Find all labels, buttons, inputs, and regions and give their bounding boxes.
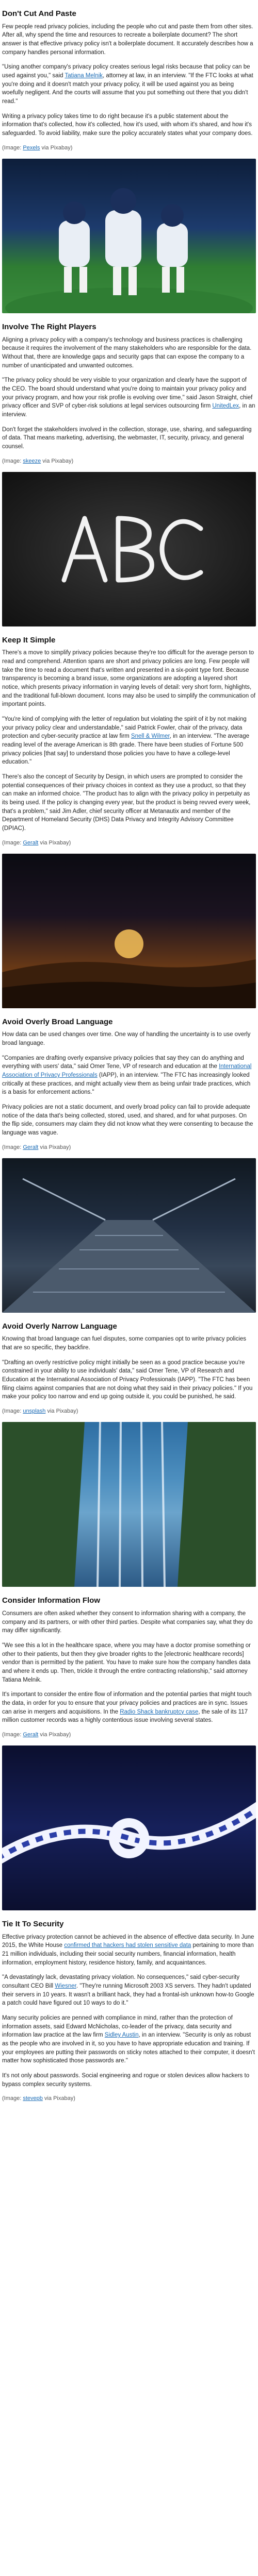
image-credit: (Image: unsplash via Pixabay) — [2, 1408, 78, 1415]
section-involve-the-right-players — [2, 321, 256, 626]
rope-knot-image — [2, 1745, 256, 1910]
section-heading: Consider Information Flow — [2, 1596, 100, 1605]
paragraph: "A devastatingly lack, devastating privacy violation. No consequences," said cyber-security consultant CEO Bill Wiesner. "They're running Microsoft 2003 XS servers. They hadn't updated their servers in 10 years. It wasn't a brilliant hack, they had a frontal-ish unknown how-to Google a patch could have figured out 10 ways to do it." — [2, 1974, 254, 2007]
paragraph: Writing a privacy policy takes time to do right because it's a public statement about the information that's collected, how it's collected, how it's used, with whom it's shared, and how it's safeguarded. To avoid liability, make sure the policy accurately states what your company does. — [2, 113, 253, 137]
section-heading: Tie It To Security — [2, 1919, 64, 1928]
article — [0, 8, 258, 2103]
image-credit: (Image: Pexels via Pixabay) — [2, 144, 73, 151]
section-avoid-overly-broad-language — [2, 1016, 256, 1313]
section-dont-cut-and-paste — [2, 8, 256, 313]
section-avoid-overly-narrow-language — [2, 1321, 256, 1587]
section-heading: Don't Cut And Paste — [2, 9, 76, 18]
paragraph: There's a move to simplify privacy policies because they're too difficult for the average person to read and comprehend. Attention spans are short and privacy policies are long. Few people will take the time to read a document that's written and presented in a six-point type font. Because transparency is becoming a brand issue, some organizations are adopting a layered short notice, which presents privacy information in varying levels of detail: very short form, highlights, and the traditional full-blown document. Icons may also be used to simplify the communication of important points. — [2, 650, 255, 708]
paragraph: Aligning a privacy policy with a company's technology and business practices is challenging because it requires the involvement of the many stakeholders who are responsible for the data. Without that, there are knowledge gaps and security gaps that can expose the company to a number of unanticipated and unwanted outcomes. — [2, 336, 252, 369]
paragraph: Few people read privacy policies, including the people who cut and paste them from other sites. After all, why spend the time and resources to recreate a boilerplate document? The short answer is that effective privacy policy isn't a boilerplate document. It accurately describes how a company handles personal information. — [2, 23, 253, 56]
section-tie-it-to-security — [2, 1919, 256, 2103]
link-sidley-austin[interactable]: Sidley Austin — [104, 2032, 139, 2039]
paragraph: "Drafting an overly restrictive policy might initially be seen as a good practice because you're constrained in your ability to use individuals' data," said Omer Tene, VP of Research and Education at the International Association of Privacy Professionals (IAPP). "The FTC has been filing claims against companies that are not doing what they said in their privacy policies." If you make your policy too narrow and end up going outside it, you could be punished, he said. — [2, 1359, 253, 1400]
section-keep-it-simple — [2, 635, 256, 1008]
section-heading: Avoid Overly Narrow Language — [2, 1321, 117, 1331]
link-tatiana-melnik[interactable]: Tatiana Melnik — [64, 73, 103, 79]
football-players-image — [2, 159, 256, 313]
paragraph: "You're kind of complying with the letter of regulation but violating the spirit of it by not making your privacy policy clear and understandable," said Patrick Fowler, chair of the privacy, data protection and cyber-security practice at law firm Snell & Wilmer, in an interview. "The average reading level of the average American is 8th grade. There have been studies of Fortune 500 privacy policies [that say] to understand those policies you have to have a college-level education." — [2, 716, 249, 766]
paragraph: Privacy policies are not a static document, and overly broad policy can fail to provide adequate notice of the data that's being collected, stored, used, and shared, and for what purposes. On the flip side, consumers may claim they did not know what they were consenting to because the language was vague. — [2, 1104, 253, 1137]
paragraph: Many security policies are penned with compliance in mind, rather than the protection of information assets, said Edward McNicholas, co-leader of the privacy, data security and information law practice at the law firm Sidley Austin, in an interview. "Security is only as robust as the people who are involved in it, so you have to have appropriate education and training. If your employees are putting their passwords on sticky notes attached to their computer, it doesn't matter how sophisticated those passwords are." — [2, 2014, 255, 2064]
image-credit: (Image: Geralt via Pixabay) — [2, 1144, 71, 1150]
paragraph: Effective privacy protection cannot be achieved in the absence of effective data security. In June 2015, the White House confirmed that hackers had stolen sensitive data pertaining to more than 21 million individuals, including their social security numbers, financial information, health information, employment history, residence history, family, and acquaintances. — [2, 1934, 254, 1966]
paragraph: "Companies are drafting overly expansive privacy policies that say they can do anything and everything with users' data," said Omer Tene, VP of research and education at the International Association of Privacy Professionals (IAPP), in an interview. "The FTC has increasingly looked critically at these practices, and might actually view them as being unfair trade practices, which is a basis for enforcement actions." — [2, 1055, 252, 1096]
paragraph: "We see this a lot in the healthcare space, where you may have a doctor promise something or other to their patients, but then they give broader rights to the [electronic healthcare records] vendor than is permitted by the patient. You have to make sure how the company handles data and where it ends up. Then, trickle it through the entire contracting relationship," said attorney Tatiana Melnik. — [2, 1642, 251, 1683]
waterfall-image — [2, 1422, 256, 1587]
link-wiesner[interactable]: Wiesner — [55, 1982, 76, 1989]
paragraph: How data can be used changes over time. One way of handling the uncertainty is to use overly broad language. — [2, 1031, 251, 1047]
paragraph: It's important to consider the entire flow of information and the potential parties that might touch the data, in order for you to ensure that your privacy policies and practices are in sync. Issues can arise in mergers and acquisitions. In the Radio Shack bankruptcy case, the sale of its 117 million customer records was a highly contentious issue involving several states. — [2, 1691, 252, 1724]
credit-link[interactable]: Geralt — [23, 1144, 39, 1150]
link-iapp[interactable]: International Association of Privacy Professionals — [2, 1063, 252, 1079]
image-credit: (Image: stevepb via Pixabay) — [2, 2095, 75, 2102]
paragraph: It's not only about passwords. Social engineering and rogue or stolen devices allow hackers to bypass complex security systems. — [2, 2073, 250, 2088]
bridge-path-image — [2, 1158, 256, 1313]
paragraph: Knowing that broad language can fuel disputes, some companies opt to write privacy policies that are so specific, they backfire. — [2, 1336, 247, 1351]
credit-link[interactable]: Geralt — [23, 839, 39, 846]
desert-sunset-image — [2, 854, 256, 1008]
paragraph: Don't forget the stakeholders involved in the collection, storage, use, sharing, and safeguarding of data. That means marketing, advertising, the webmaster, IT, security, privacy, and general counsel. — [2, 426, 252, 450]
credit-link[interactable]: stevepb — [23, 2095, 43, 2102]
image-credit: (Image: skeeze via Pixabay) — [2, 457, 74, 464]
chalkboard-abc-image — [2, 472, 256, 626]
section-consider-information-flow — [2, 1595, 256, 1910]
section-heading: Involve The Right Players — [2, 322, 96, 331]
section-heading: Avoid Overly Broad Language — [2, 1017, 113, 1026]
link-white-house[interactable]: confirmed that hackers had stolen sensitive data — [64, 1942, 191, 1949]
credit-link[interactable]: Geralt — [23, 1731, 39, 1738]
link-snell-wilmer[interactable]: Snell & Wilmer — [131, 733, 170, 740]
paragraph: Consumers are often asked whether they consent to information sharing with a company, the company and its partners, or with other third parties. Despite what companies say, what they do may differ significantly. — [2, 1610, 253, 1634]
credit-link[interactable]: unsplash — [23, 1408, 46, 1415]
credit-link[interactable]: skeeze — [23, 457, 41, 464]
link-radio-shack[interactable]: Radio Shack bankruptcy case — [120, 1708, 199, 1715]
image-credit: (Image: Geralt via Pixabay) — [2, 1731, 71, 1738]
credit-link[interactable]: Pexels — [23, 144, 40, 151]
link-unitedlex[interactable]: UnitedLex — [212, 403, 239, 410]
paragraph: "The privacy policy should be very visible to your organization and clearly have the support of the CEO. The board should understand what you're doing to maintain your privacy policy and your privacy program, and how your risk profile is evolving over time," said Jason Straight, chief privacy officer and SVP of cyber-risk solutions at legal services outsourcing firm UnitedLex, in an interview. — [2, 377, 255, 418]
paragraph: There's also the concept of Security by Design, in which users are prompted to consider the potential consequences of their privacy choices in context as they use a product, so that they can make an informed choice. "The product has to align with the privacy policy in perpetuity as its being used. If the policy is changing every year, but the product is being revved every week, that's a problem," said Jim Adler, chief security officer at Metanautix and member of the Department of Homeland Security (DHS) Data Privacy and Integrity Advisory Committee (DPIAC). — [2, 773, 251, 832]
image-credit: (Image: Geralt via Pixabay) — [2, 839, 71, 846]
paragraph: "Using another company's privacy policy creates serious legal risks because that policy can be used against you," said Tatiana Melnik, attorney at law, in an interview. "If the FTC looks at what you're doing and it doesn't match your privacy policy, it will be used against you as being woefully negligent. And the courts will assume that you put something out there that you didn't read." — [2, 64, 253, 105]
section-heading: Keep It Simple — [2, 635, 56, 645]
